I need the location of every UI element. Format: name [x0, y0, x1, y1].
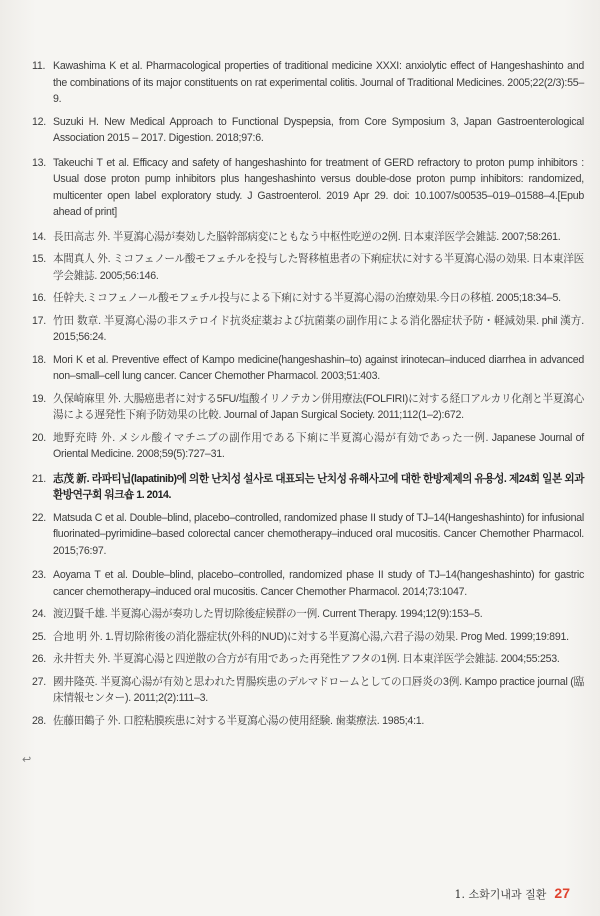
reference-number: 16.: [32, 292, 46, 304]
reference-text: 永井哲夫 外. 半夏瀉心湯と四逆散の合方が有用であった再発性アフタの1例. 日本東洋医学会雑誌. 2004;55:253.: [53, 653, 560, 665]
reference-text: Mori K et al. Preventive effect of Kampo medicine(hangeshashin–to) against irinotecan–induced diarrhea in advanced non–small–cell lung cancer. Cancer Chemother Pharmacol. 2003;51:403.: [53, 353, 584, 382]
reference-number: 25.: [32, 630, 46, 643]
reference-item: [32, 651, 584, 668]
reference-number: 26.: [32, 653, 46, 665]
reference-item: [32, 629, 584, 646]
reference-item: [32, 510, 584, 560]
reference-text: Aoyama T et al. Double–blind, placebo–controlled, randomized phase II study of TJ–14(hangeshashinto) for gastric cancer chemotherapy–induced oral mucositis. Cancer Chemother Pharmacol. 2014;73:1047.: [53, 569, 584, 598]
reference-text: Suzuki H. New Medical Approach to Functional Dyspepsia, from Core Symposium 3, Japan Gastroenterological Association 2015 – 2017. Digestion. 2018;97:6.: [53, 115, 584, 144]
reference-item: [32, 290, 584, 307]
section-title: 1. 소화기내과 질환: [454, 888, 547, 901]
reference-text: 本間真人 外. ミコフェノール酸モフェチルを投与した腎移植患者の下痢症状に対する半夏瀉心湯の効果. 日本東洋医学会雑誌. 2005;56:146.: [53, 253, 584, 282]
reference-text: 合地 明 外. 1.胃切除術後の消化器症状(外科的NUD)に対する半夏瀉心湯,六君子湯の効果. Prog Med. 1999;19:891.: [53, 630, 569, 643]
reference-item: [32, 606, 584, 623]
reference-text: 地野充時 外. メシル酸イマチニブの副作用である下痢に半夏瀉心湯が有効であった一例. Japanese Journal of Oriental Medicine. 2008;59(5):727–31.: [53, 431, 584, 460]
reference-text: 任幹夫.ミコフェノール酸モフェチル投与による下痢に対する半夏瀉心湯の治療効果.今日の移植. 2005;18:34–5.: [53, 292, 561, 304]
reference-text: Kawashima K et al. Pharmacological properties of traditional medicine XXXI: anxiolytic effect of Hangeshashinto and the combinations of its major constituents on rat experimental colitis. Journal of Traditional Medicines. 2005;22(2/3):55–9.: [53, 60, 584, 105]
reference-item: [32, 430, 584, 463]
reference-number: 20.: [32, 431, 46, 444]
reference-item: [32, 313, 584, 346]
reference-item: [32, 713, 584, 730]
reference-number: 15.: [32, 253, 46, 265]
page-footer: [455, 885, 570, 902]
reference-item: [32, 567, 584, 600]
reference-number: 23.: [32, 569, 46, 581]
reference-text: Takeuchi T et al. Efficacy and safety of hangeshashinto for treatment of GERD refractory to proton pump inhibitors : Usual dose proton pump inhibitors plus hangeshashinto versus double-dose proton pump inhibitors: randomized, multicenter open label exploratory study. J Gastroenterol. 2019 Apr 29. doi: 10.1007/s00535–019–01588–4.[Epub ahead of print]: [53, 156, 584, 218]
reference-text: Matsuda C et al. Double–blind, placebo–controlled, randomized phase II study of TJ–14(Hangeshashinto) for infusional fluorinated–pyrimidine–based colorectal cancer chemotherapy–induced oral mucositis. Cancer Chemother Pharmacol. 2015;76:97.: [53, 511, 584, 557]
reference-text: 竹田 数章. 半夏瀉心湯の非ステロイド抗炎症薬および抗菌薬の副作用による消化器症状予防・軽減効果. phil 漢方. 2015;56:24.: [53, 314, 584, 343]
reference-item: [32, 391, 584, 424]
reference-item: [32, 229, 584, 246]
reference-item: [32, 352, 584, 385]
reference-text: 渡辺賢千雄. 半夏瀉心湯が奏功した胃切除後症候群の一例. Current Therapy. 1994;12(9):153–5.: [53, 608, 483, 620]
reference-number: 18.: [32, 353, 46, 366]
reference-number: 28.: [32, 714, 46, 727]
reference-number: 22.: [32, 511, 46, 524]
reference-text: 長田高志 外. 半夏瀉心湯が奏効した脳幹部病変にともなう中枢性吃逆の2例. 日本東洋医学会雑誌. 2007;58:261.: [53, 230, 561, 243]
reference-number: 12.: [32, 115, 46, 128]
reference-item: [32, 114, 584, 147]
reference-text: 志茂 新. 라파티닙(lapatinib)에 의한 난치성 설사로 대표되는 난치성 유해사고에 대한 한방제제의 유용성. 제24회 일본 외과환방연구회 워크숍 1. 2014.: [53, 472, 584, 501]
reference-number: 13.: [32, 156, 46, 169]
reference-number: 21.: [32, 472, 46, 485]
reference-item: [32, 251, 584, 284]
reference-item: [32, 155, 584, 221]
reference-number: 24.: [32, 608, 46, 620]
reference-item: [32, 58, 584, 108]
reference-item: [32, 674, 584, 707]
reference-number: 27.: [32, 675, 46, 688]
reference-number: 11.: [32, 60, 46, 72]
page-number: 27: [554, 885, 570, 901]
reference-number: 14.: [32, 230, 46, 243]
reference-text: 國井隆英. 半夏瀉心湯が有効と思われた胃腸疾患のデルマドロームとしての口唇炎の3例. Kampo practice journal (臨床情報センター). 2011;2(2):111–3.: [53, 675, 584, 704]
pen-mark: ↩: [22, 753, 32, 766]
reference-number: 17.: [32, 314, 46, 327]
reference-number: 19.: [32, 392, 46, 405]
reference-text: 久保崎麻里 外. 大腸癌患者に対する5FU/塩酸イリノテカン併用療法(FOLFIRI)に対する経口アルカリ化剤と半夏瀉心湯による遅発性下痢予防効果の比較. Journal of Japan Surgical Society. 2011;112(1–2):672.: [53, 392, 584, 421]
reference-item: [32, 471, 584, 504]
reference-text: 佐藤田鶴子 外. 口腔粘膜疾患に対する半夏瀉心湯の使用経験. 歯薬療法. 1985;4:1.: [53, 714, 425, 727]
reference-list: [32, 58, 584, 729]
